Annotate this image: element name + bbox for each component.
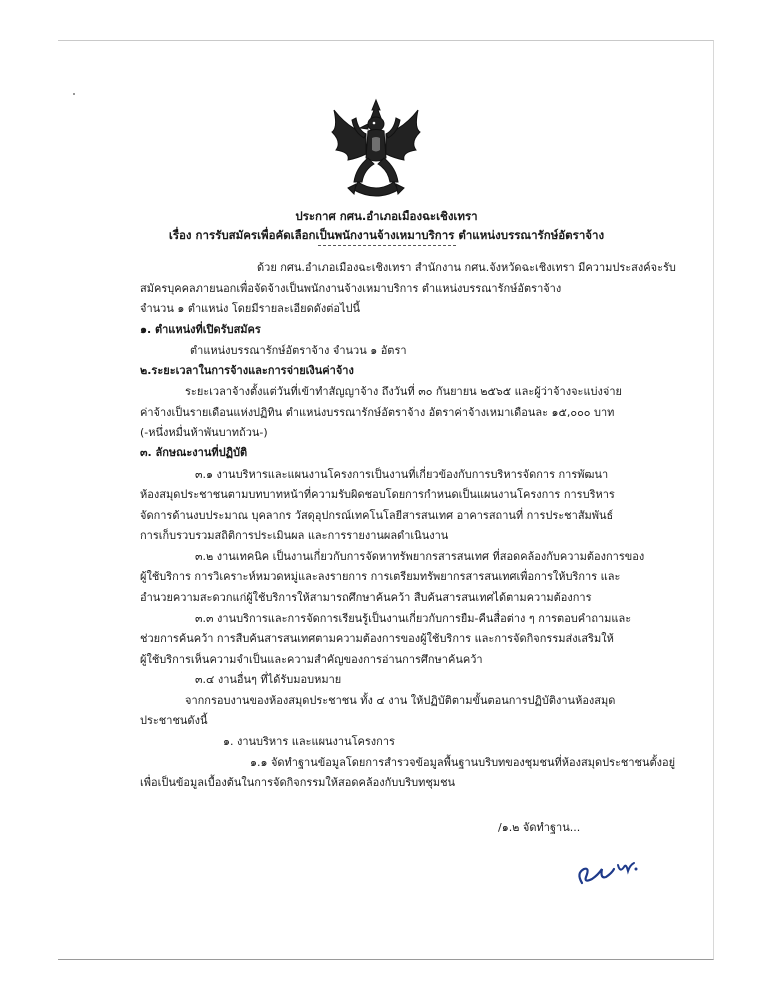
paragraph-line: ๑. งานบริหาร และแผนงานโครงการ xyxy=(223,735,395,748)
paragraph-line: อำนวยความสะดวกแก่ผู้ใช้บริการให้สามารถศึกษาค้นคว้า สืบค้นสารสนเทศได้ตามความต้องการ xyxy=(140,591,592,604)
garuda-emblem-icon xyxy=(328,98,424,202)
intro-line: ด้วย กศน.อำเภอเมืองฉะเชิงเทรา สำนักงาน กศน.จังหวัดฉะเชิงเทรา มีความประสงค์จะรับ xyxy=(257,261,676,274)
page-title: ประกาศ กศน.อำเภอเมืองฉะเชิงเทรา xyxy=(295,209,478,223)
paragraph-line: ผู้ใช้บริการ การวิเคราะห์หมวดหมู่และลงรายการ การเตรียมทรัพยากรสารสนเทศเพื่อการให้บริการ และ xyxy=(140,570,621,583)
section-heading: ๑. ตำแหน่งที่เปิดรับสมัคร xyxy=(140,323,261,336)
paragraph-line: ประชาชนดังนี้ xyxy=(140,714,208,727)
paragraph-line: ๓.๔ งานอื่นๆ ที่ได้รับมอบหมาย xyxy=(195,673,342,686)
handwritten-initials-icon xyxy=(570,843,650,891)
paragraph-line: ๑.๑ จัดทำฐานข้อมูลโดยการสำรวจข้อมูลพื้นฐานบริบทของชุมชนที่ห้องสมุดประชาชนตั้งอยู่ xyxy=(250,756,676,769)
paragraph-line: จัดการด้านงบประมาณ บุคลากร วัสดุอุปกรณ์เทคโนโลยีสารสนเทศ อาคารสถานที่ การประชาสัมพันธ์ xyxy=(140,509,614,522)
paragraph-line: ๓.๒ งานเทคนิค เป็นงานเกี่ยวกับการจัดหาทรัพยากรสารสนเทศ ที่สอดคล้องกับความต้องการของ xyxy=(195,550,645,563)
section-line: (-หนึ่งหมื่นห้าพันบาทถ้วน-) xyxy=(140,426,268,439)
intro-line: จำนวน ๑ ตำแหน่ง โดยมีรายละเอียดดังต่อไปนี้ xyxy=(140,302,361,315)
section-heading: ๓. ลักษณะงานที่ปฏิบัติ xyxy=(140,446,248,459)
intro-line: สมัครบุคคลภายนอกเพื่อจัดจ้างเป็นพนักงานจ้างเหมาบริการ ตำแหน่งบรรณารักษ์อัตราจ้าง xyxy=(140,282,562,295)
section-line: ตำแหน่งบรรณารักษ์อัตราจ้าง จำนวน ๑ อัตรา xyxy=(190,344,407,357)
paragraph-line: ห้องสมุดประชาชนตามบทบาทหน้าที่ความรับผิดชอบโดยการกำหนดเป็นแผนงานโครงการ การบริหาร xyxy=(140,488,615,501)
paragraph-line: ช่วยการค้นคว้า การสืบค้นสารสนเทศตามความต้องการของผู้ใช้บริการ และการจัดกิจกรรมส่งเสริมให้ xyxy=(140,632,614,645)
paragraph-line: เพื่อเป็นข้อมูลเบื้องต้นในการจัดกิจกรรมให้สอดคล้องกับบริบทชุมชน xyxy=(140,776,456,789)
paragraph-line: การเก็บรวบรวมสถิติการประเมินผล และการรายงานผลดำเนินงาน xyxy=(140,529,449,542)
page-subject: เรื่อง การรับสมัครเพื่อคัดเลือกเป็นพนักงานจ้างเหมาบริการ ตำแหน่งบรรณารักษ์อัตราจ้าง xyxy=(168,228,605,242)
paragraph-line: ๓.๑ งานบริหารและแผนงานโครงการเป็นงานที่เกี่ยวข้องกับการบริหารจัดการ การพัฒนา xyxy=(195,468,609,481)
section-line: ค่าจ้างเป็นรายเดือนแห่งปฏิทิน ตำแหน่งบรรณารักษ์อัตราจ้าง อัตราค่าจ้างเหมาเดือนละ ๑๕,๐๐๐ บาท xyxy=(140,406,615,419)
paragraph-line: ผู้ใช้บริการเห็นความจำเป็นและความสำคัญของการอ่านการศึกษาค้นคว้า xyxy=(140,653,483,666)
section-heading: ๒.ระยะเวลาในการจ้างและการจ่ายเงินค่าจ้าง xyxy=(140,364,354,377)
header-divider xyxy=(318,245,456,246)
paragraph-line: จากกรอบงานของห้องสมุดประชาชน ทั้ง ๔ งาน ให้ปฏิบัติตามขั้นตอนการปฏิบัติงานห้องสมุด xyxy=(185,694,616,707)
scan-speck xyxy=(73,93,75,95)
continuation-note: /๑.๒ จัดทำฐาน... xyxy=(498,821,581,834)
section-line: ระยะเวลาจ้างตั้งแต่วันที่เข้าทำสัญญาจ้าง ถึงวันที่ ๓๐ กันยายน ๒๕๖๕ และผู้ว่าจ้างจะแบ่งจ่าย xyxy=(185,385,622,398)
paragraph-line: ๓.๓ งานบริการและการจัดการเรียนรู้เป็นงานเกี่ยวกับการยืม-คืนสื่อต่าง ๆ การตอบคำถามและ xyxy=(195,612,632,625)
